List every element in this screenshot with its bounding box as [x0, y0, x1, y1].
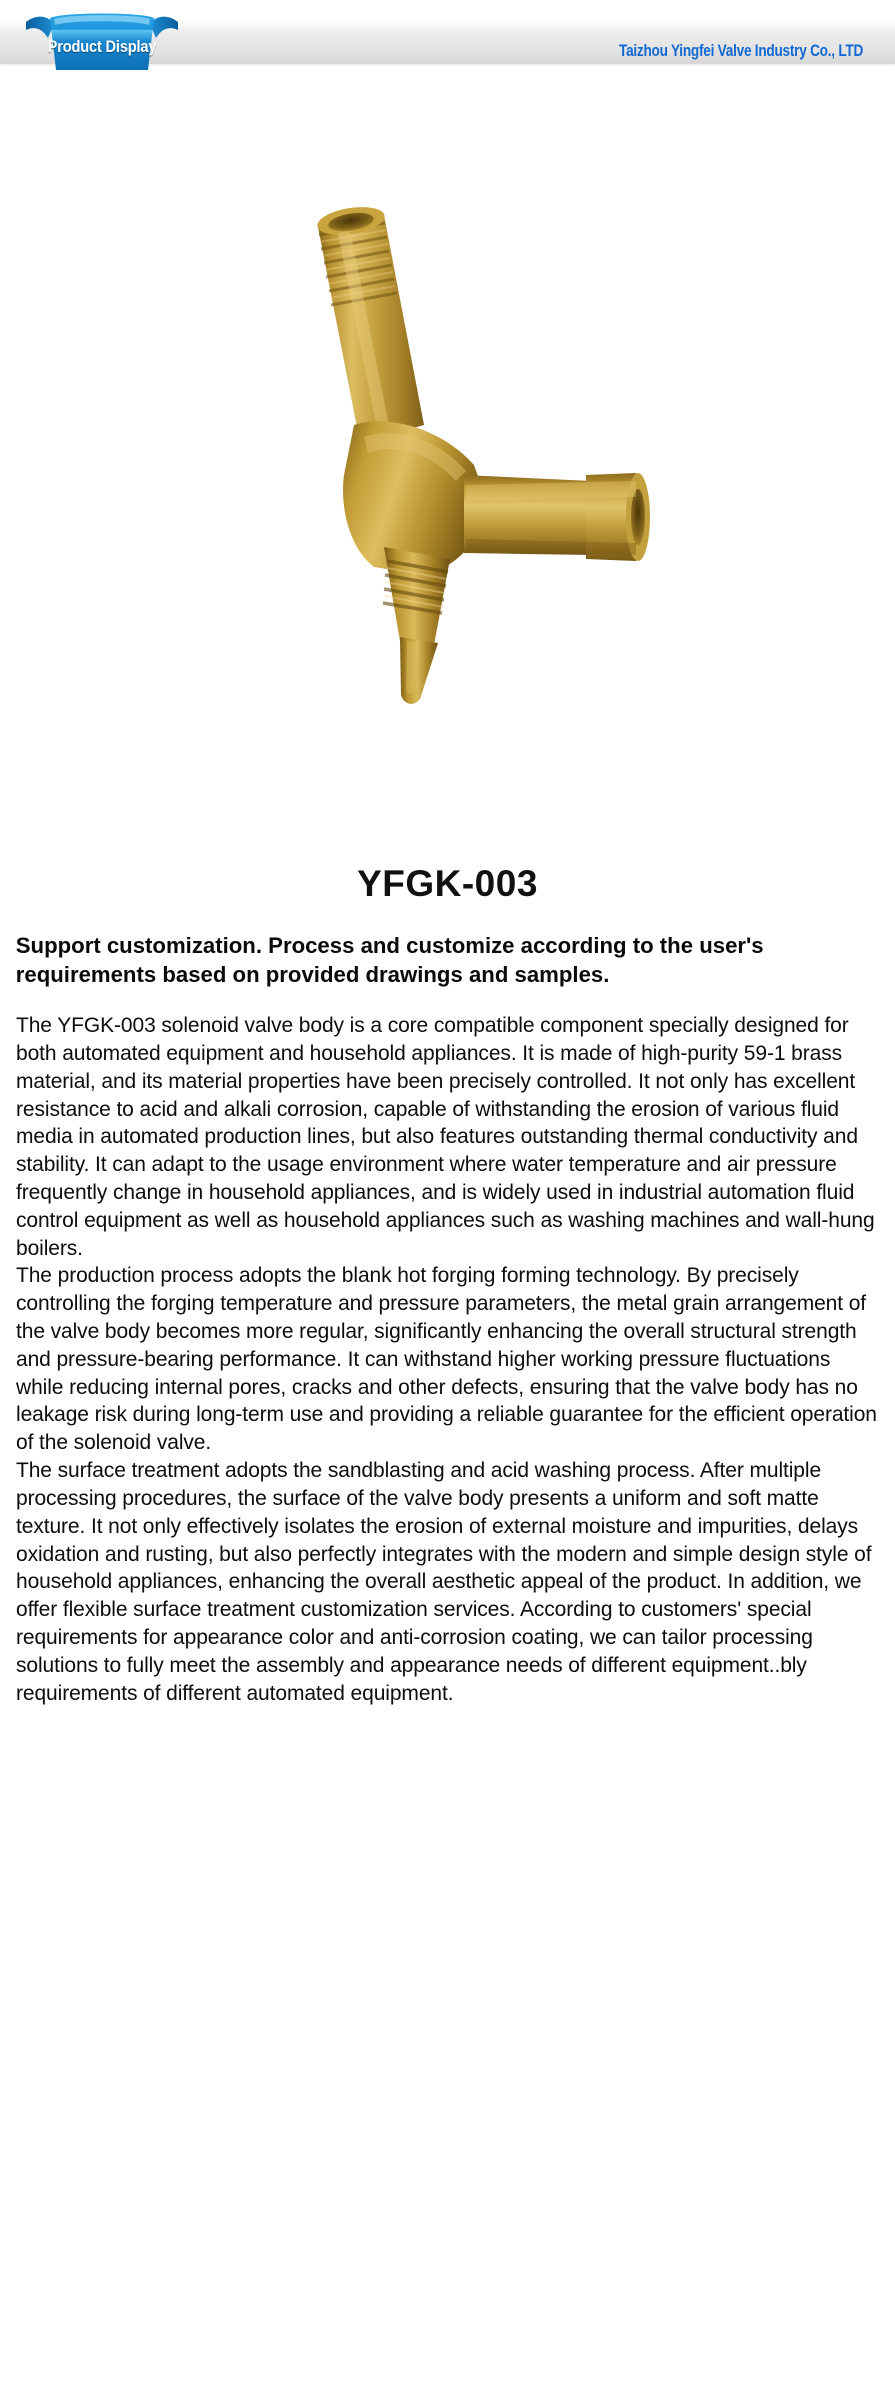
product-subtitle: Support customization. Process and customize according to the user's requirements based on provided drawings and samples. [15, 932, 764, 988]
page-header [0, 0, 895, 70]
ribbon-label: Product Display [47, 37, 157, 56]
valve-right-port [464, 473, 650, 561]
brass-valve-body-icon [188, 175, 708, 795]
company-name: Taizhou Yingfei Valve Industry Co., LTD [618, 41, 863, 60]
ribbon-shape-icon [22, 8, 182, 70]
page-title: YFGK-003 [357, 863, 538, 904]
description-paragraph-2: The production process adopts the blank hot forging forming technology. By precisely controlling the forging temperature and pressure parameters, the metal grain arrangement of the valve body becomes more regular, significantly enhancing the overall structural strength and pressure-bearing performance. It can withstand higher working pressure fluctuations while reducing internal pores, cracks and other defects, ensuring that the valve body has no leakage risk during long-term use and providing a reliable guarantee for the efficient operation of the solenoid valve. [16, 1264, 877, 1455]
description-paragraph-1: The YFGK-003 solenoid valve body is a core compatible component specially designed for both automated equipment and household appliances. It is made of high-purity 59-1 brass material, and its material properties have been precisely controlled. It not only has excellent resistance to acid and alkali corrosion, capable of withstanding the erosion of various fluid media in automated production lines, but also features outstanding thermal conductivity and stability. It can adapt to the usage environment where water temperature and air pressure frequently change in household appliances, and is widely used in industrial automation fluid control equipment as well as household appliances such as washing machines and wall-hung boilers. [16, 1014, 875, 1260]
product-photo [0, 70, 895, 860]
description-paragraph-3: The surface treatment adopts the sandblasting and acid washing process. After multiple processing procedures, the surface of the valve body presents a uniform and soft matte texture. It not only effectively isolates the erosion of external moisture and impurities, delays oxidation and rusting, but also perfectly integrates with the modern and simple design style of household appliances, enhancing the overall aesthetic appeal of the product. In addition, we offer flexible surface treatment customization services. According to customers' special requirements for appearance color and anti-corrosion coating, we can tailor processing solutions to fully meet the assembly and appearance needs of different equipment..bly requirements of different automated equipment. [16, 1459, 872, 1705]
product-display-ribbon [22, 8, 182, 70]
valve-top-port [315, 203, 424, 443]
valve-bottom-nose [383, 547, 450, 704]
product-description [0, 1012, 895, 1727]
